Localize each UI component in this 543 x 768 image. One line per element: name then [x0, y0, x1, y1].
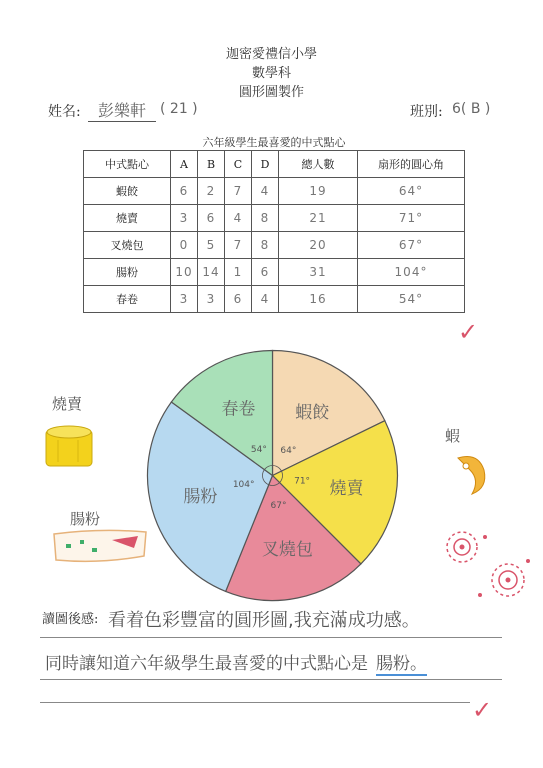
- pie-angle-label: 54°: [250, 444, 267, 455]
- flower-decoration-icon: [440, 525, 540, 610]
- count-d-cell: 8: [252, 232, 279, 259]
- item-cell: 腸粉: [84, 259, 171, 286]
- count-c-cell: 4: [225, 205, 252, 232]
- count-a-cell: 3: [171, 205, 198, 232]
- angle-cell: 67°: [358, 232, 465, 259]
- item-cell: 叉燒包: [84, 232, 171, 259]
- header-cell: 扇形的圓心角: [358, 151, 465, 178]
- header-cell: A: [171, 151, 198, 178]
- student-number: ( 21 ): [160, 101, 198, 117]
- count-c-cell: 1: [225, 259, 252, 286]
- count-d-cell: 4: [252, 286, 279, 313]
- total-cell: 16: [279, 286, 358, 313]
- project-title: 圓形圖製作: [238, 85, 304, 100]
- total-cell: 31: [279, 259, 358, 286]
- pie-angle-label: 64°: [280, 446, 297, 457]
- table-row: [84, 232, 465, 259]
- name-label: 姓名:: [48, 104, 81, 120]
- writing-line: [40, 637, 502, 638]
- student-name: 彭樂軒: [88, 98, 156, 122]
- reading-line-2: [45, 649, 427, 676]
- student-class: 6( B ): [452, 101, 491, 117]
- pie-slice-label: 蝦餃: [295, 402, 330, 423]
- class-label: 班別:: [410, 104, 443, 120]
- angle-cell: 64°: [358, 178, 465, 205]
- writing-line: [40, 679, 502, 680]
- siu-mai-label: 燒賣: [52, 395, 83, 413]
- count-b-cell: 2: [198, 178, 225, 205]
- count-a-cell: 0: [171, 232, 198, 259]
- item-cell: 燒賣: [84, 205, 171, 232]
- angle-cell: 54°: [358, 286, 465, 313]
- total-cell: 19: [279, 178, 358, 205]
- siu-mai-drawing-icon: [44, 422, 96, 470]
- table-row: [84, 286, 465, 313]
- pie-angle-label: 71°: [294, 476, 311, 487]
- count-b-cell: 14: [198, 259, 225, 286]
- pie-chart: [140, 343, 405, 608]
- table-caption: 六年級學生最喜愛的中式點心: [202, 136, 346, 149]
- cheung-fun-label: 腸粉: [70, 510, 101, 528]
- reading-line-1: 看着色彩豐富的圓形圖,我充滿成功感。: [108, 610, 420, 631]
- count-c-cell: 6: [225, 286, 252, 313]
- count-c-cell: 7: [225, 178, 252, 205]
- reading-answer: 腸粉。: [376, 649, 427, 676]
- pie-slice-label: 燒賣: [329, 478, 364, 499]
- pie-slice-label: 叉燒包: [261, 539, 313, 560]
- header-cell: D: [252, 151, 279, 178]
- shrimp-label: 蝦: [445, 427, 461, 445]
- reading-line-2-text: 同時讓知道六年級學生最喜愛的中式點心是: [45, 654, 368, 674]
- check-mark-icon: ✓: [472, 696, 493, 724]
- header-cell: C: [225, 151, 252, 178]
- count-a-cell: 10: [171, 259, 198, 286]
- item-cell: 春卷: [84, 286, 171, 313]
- table-header-row: [84, 151, 465, 178]
- check-mark-icon: ✓: [458, 318, 479, 346]
- pie-angle-label: 67°: [270, 500, 287, 511]
- reading-label: 讀圖後感:: [42, 612, 99, 627]
- school-name: 迦密愛禮信小學: [225, 47, 317, 62]
- shrimp-drawing-icon: [450, 448, 502, 500]
- count-d-cell: 8: [252, 205, 279, 232]
- item-cell: 蝦餃: [84, 178, 171, 205]
- table-row: [84, 178, 465, 205]
- header-cell: 中式點心: [84, 151, 171, 178]
- data-table: [83, 150, 465, 313]
- count-d-cell: 6: [252, 259, 279, 286]
- count-d-cell: 4: [252, 178, 279, 205]
- count-b-cell: 6: [198, 205, 225, 232]
- count-c-cell: 7: [225, 232, 252, 259]
- count-a-cell: 3: [171, 286, 198, 313]
- subject-title: 數學科: [251, 66, 291, 81]
- pie-angle-label: 104°: [232, 479, 255, 490]
- count-b-cell: 3: [198, 286, 225, 313]
- header-cell: 總人數: [279, 151, 358, 178]
- angle-cell: 104°: [358, 259, 465, 286]
- pie-slice-label: 腸粉: [183, 487, 218, 508]
- table-row: [84, 259, 465, 286]
- count-b-cell: 5: [198, 232, 225, 259]
- total-cell: 20: [279, 232, 358, 259]
- header-cell: B: [198, 151, 225, 178]
- table-row: [84, 205, 465, 232]
- writing-line: [40, 702, 470, 703]
- pie-slice-label: 春卷: [221, 399, 256, 420]
- count-a-cell: 6: [171, 178, 198, 205]
- total-cell: 21: [279, 205, 358, 232]
- angle-cell: 71°: [358, 205, 465, 232]
- cheung-fun-drawing-icon: [50, 526, 150, 566]
